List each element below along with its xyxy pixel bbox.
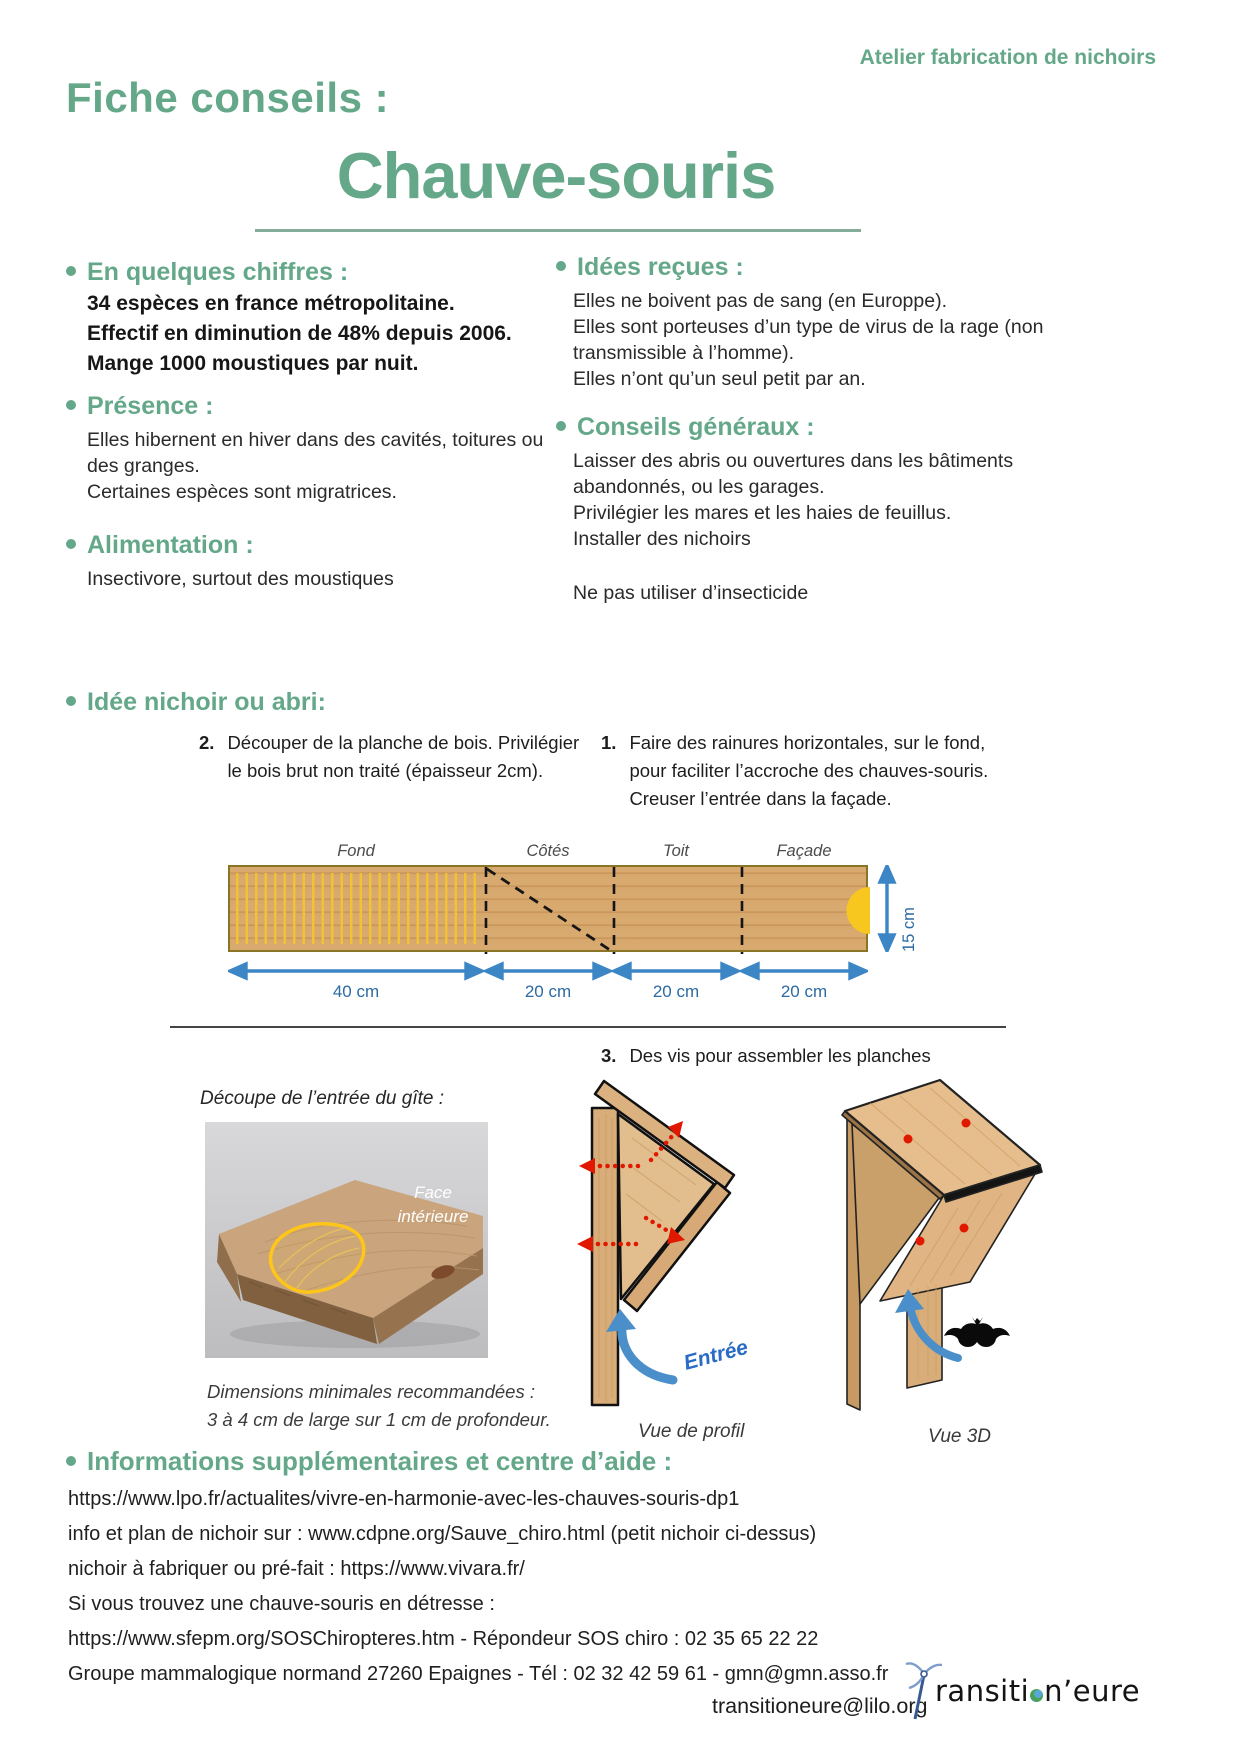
heading-alimentation <box>66 530 561 560</box>
fact-line: Effectif en diminution de 48% depuis 2006. <box>87 322 512 345</box>
heading-idees-recues <box>556 252 1066 282</box>
bullet-icon <box>66 539 76 549</box>
text-line: Certaines espèces sont migratrices. <box>87 481 397 503</box>
globe-icon <box>1030 1689 1043 1702</box>
part-label-toit: Toit <box>663 842 689 860</box>
width-label-40: 40 cm <box>332 982 380 1001</box>
text-line: Installer des nichoirs <box>573 528 751 550</box>
part-label-facade: Façade <box>776 842 832 860</box>
contact-email: transitioneure@lilo.org <box>712 1694 928 1718</box>
plank-cut-lines <box>230 867 870 954</box>
workshop-label: Atelier fabrication de nichoirs <box>859 46 1156 69</box>
alimentation-text <box>87 566 561 592</box>
diagonal-cut-line <box>487 869 613 952</box>
width-label-20c: 20 cm <box>780 982 828 1001</box>
bullet-icon <box>66 266 76 276</box>
info-line: Si vous trouvez une chauve-souris en détresse : <box>68 1593 495 1615</box>
heading-infos-label: Informations supplémentaires et centre d’aide : <box>87 1446 673 1476</box>
text-line: Elles sont porteuses d’un type de virus de la rage (non transmissible à l’homme). <box>573 316 1044 364</box>
text-line: Dimensions minimales recommandées : <box>207 1381 535 1402</box>
heading-infos <box>66 1446 672 1476</box>
heading-conseils <box>556 412 1066 442</box>
conseils-text <box>573 448 1051 552</box>
bullet-icon <box>556 421 566 431</box>
entry-cutout-photo <box>205 1122 488 1358</box>
step-number: 2. <box>199 732 215 753</box>
profile-view-diagram <box>500 1078 830 1413</box>
heading-presence-label: Présence : <box>87 392 214 420</box>
cutout-caption: Découpe de l’entrée du gîte : <box>200 1088 445 1109</box>
heading-nichoir <box>66 687 326 717</box>
chiffres-facts <box>87 289 561 379</box>
info-line: info et plan de nichoir sur : www.cdpne.org/Sauve_chiro.html (petit nichoir ci-dessus) <box>68 1523 817 1545</box>
plank-diagram <box>228 842 938 1010</box>
text-line: 3 à 4 cm de large sur 1 cm de profondeur. <box>207 1409 551 1430</box>
entry-hole <box>846 887 870 934</box>
text-line: Laisser des abris ou ouvertures dans les bâtiments abandonnés, ou les garages. <box>573 450 1014 498</box>
height-arrow <box>876 865 898 952</box>
logo-text-part2: n’eure <box>1044 1674 1141 1708</box>
heading-chiffres <box>66 257 561 287</box>
step-number: 1. <box>601 732 617 753</box>
logo-text-part1: ransiti <box>935 1674 1030 1708</box>
entry-label: Entrée <box>681 1335 751 1375</box>
heading-chiffres-label: En quelques chiffres : <box>87 258 349 286</box>
info-line: nichoir à fabriquer ou pré-fait : https://www.vivara.fr/ <box>68 1558 525 1580</box>
sheet-label: Fiche conseils : <box>66 74 390 121</box>
profile-caption: Vue de profil <box>638 1421 745 1442</box>
text-line: Elles hibernent en hiver dans des cavités, toitures ou des granges. <box>87 429 544 477</box>
transition-eure-logo <box>898 1660 1140 1720</box>
fact-line: Mange 1000 moustiques par nuit. <box>87 352 419 375</box>
bullet-icon <box>556 261 566 271</box>
heading-alimentation-label: Alimentation : <box>87 531 254 559</box>
info-line: https://www.sfepm.org/SOSChiropteres.htm - Répondeur SOS chiro : 02 35 65 22 22 <box>68 1628 819 1650</box>
step-text: Découper de la planche de bois. Privilégier le bois brut non traité (épaisseur 2cm). <box>227 732 580 781</box>
info-line: https://www.lpo.fr/actualites/vivre-en-harmonie-avec-les-chauves-souris-dp1 <box>68 1488 740 1510</box>
heading-nichoir-label: Idée nichoir ou abri: <box>87 688 326 716</box>
photo-overlay-label-2: intérieure <box>397 1207 469 1226</box>
text-line: Elles n’ont qu’un seul petit par an. <box>573 368 866 390</box>
height-label: 15 cm <box>900 907 918 952</box>
width-label-20a: 20 cm <box>524 982 572 1001</box>
heading-idees-label: Idées reçues : <box>577 253 744 281</box>
width-arrows <box>228 960 868 982</box>
step-2 <box>199 729 594 785</box>
wood-plank <box>228 865 868 952</box>
presence-text <box>87 427 561 505</box>
text-line: Insectivore, surtout des moustiques <box>87 568 394 590</box>
idees-text <box>573 288 1051 392</box>
view-3d-diagram <box>830 1068 1160 1418</box>
bullet-icon <box>66 1456 76 1466</box>
fact-line: 34 espèces en france métropolitaine. <box>87 292 455 315</box>
left-column <box>66 257 561 602</box>
part-label-fond: Fond <box>337 842 375 860</box>
info-links <box>68 1487 888 1686</box>
title-underline <box>255 229 861 232</box>
heading-conseils-label: Conseils généraux : <box>577 413 815 441</box>
step-number: 3. <box>601 1045 617 1066</box>
back-plank <box>592 1108 618 1405</box>
bullet-icon <box>66 400 76 410</box>
heading-presence <box>66 391 561 421</box>
bullet-icon <box>66 696 76 706</box>
entry-arrow <box>622 1326 673 1380</box>
step-text: Des vis pour assembler les planches <box>629 1045 931 1066</box>
page-title: Chauve-souris <box>336 139 776 212</box>
width-label-20b: 20 cm <box>652 982 700 1001</box>
text-line: Privilégier les mares et les haies de feuillus. <box>573 502 952 524</box>
bat-icon <box>944 1317 1010 1347</box>
part-label-cotes: Côtés <box>526 842 570 860</box>
step-3 <box>601 1042 1041 1070</box>
step-text: Faire des rainures horizontales, sur le fond, pour faciliter l’accroche des chauves-souris. Creuser l’entrée dans la façade. <box>629 732 989 809</box>
text-line: Elles ne boivent pas de sang (en Europpe). <box>573 290 947 312</box>
info-line: Groupe mammalogique normand 27260 Epaignes - Tél : 02 32 42 59 61 - gmn@gmn.asso.fr <box>68 1663 889 1685</box>
view-3d-caption: Vue 3D <box>928 1426 992 1447</box>
insecticide-note: Ne pas utiliser d’insecticide <box>573 582 809 604</box>
photo-overlay-label-1: Face <box>414 1183 452 1202</box>
section-divider <box>170 1026 1006 1028</box>
step-1 <box>601 729 1021 813</box>
right-column <box>556 252 1066 605</box>
